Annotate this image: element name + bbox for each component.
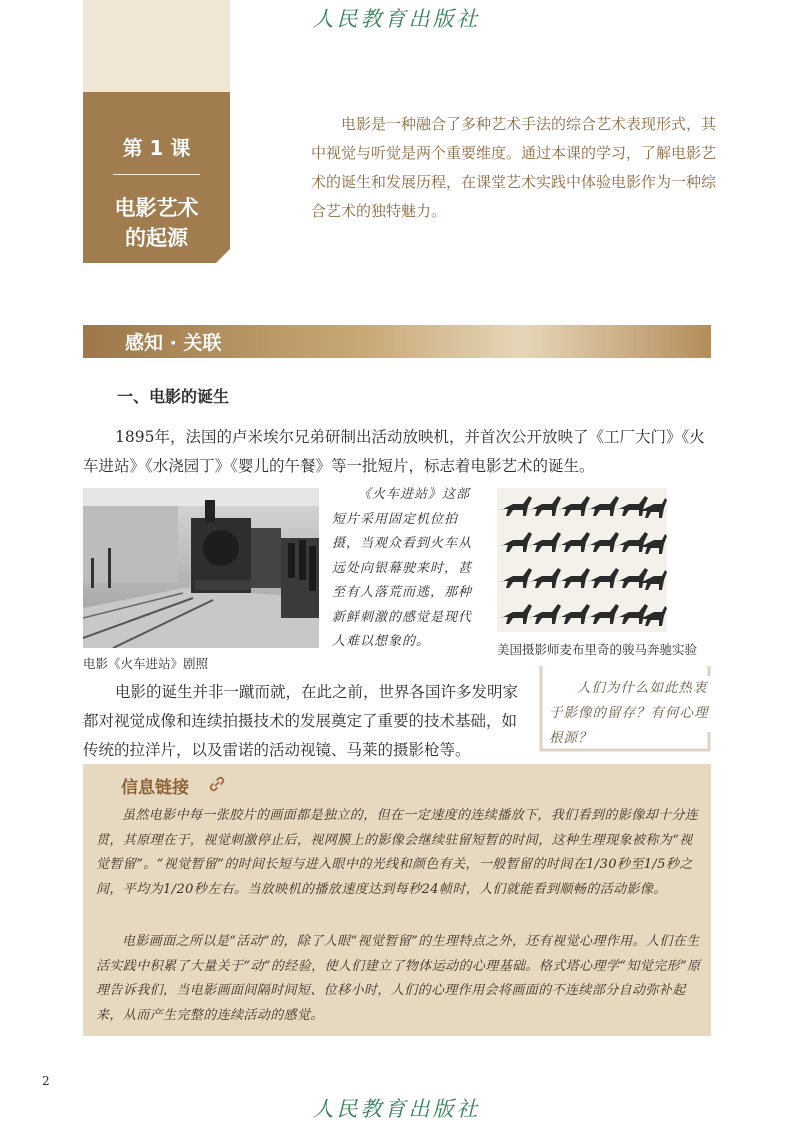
section-heading: 一、电影的诞生 xyxy=(117,387,230,406)
question-text: 人们为什么如此热衷于影像的留存？有何心理根源？ xyxy=(549,680,709,746)
train-photo-caption: 电影《火车进站》剧照 xyxy=(83,656,209,671)
link-icon xyxy=(207,774,227,794)
section-bar xyxy=(83,325,711,358)
section-bar-title: 感知 · 关联 xyxy=(125,332,222,354)
info-paragraph-2: 电影画面之所以是“活动”的，除了人眼“视觉暂留”的生理特点之外，还有视觉心理作用。人们在生活实践中积累了大量关于“动”的经验，使人们建立了物体运动的心理基础。格式塔心理学“知觉完形”原理告诉我们，当电影画面间隔时间短、位移小时，人们的心理作用会将画面的不连续部分自动弥补起来，从而产生完整的连续活动的感觉。 xyxy=(96,934,701,1023)
page-number: 2 xyxy=(42,1074,50,1088)
train-arrival-photo xyxy=(83,488,319,648)
paragraph-inventions: 电影的诞生并非一蹴而就，在此之前，世界各国许多发明家都对视觉成像和连续拍摄技术的发展奠定了重要的技术基础，如传统的拉洋片，以及雷诺的活动视镜、马莱的摄影枪等。 xyxy=(83,683,519,759)
horse-gallop-photo xyxy=(497,488,667,632)
publisher-logo-top: 人民教育出版社 xyxy=(312,7,481,31)
publisher-logo-bottom: 人民教育出版社 xyxy=(312,1097,481,1121)
lesson-title-line2: 的起源 xyxy=(125,226,188,250)
lesson-intro: 电影是一种融合了多种艺术手法的综合艺术表现形式，其中视觉与听觉是两个重要维度。通过本课的学习，了解电影艺术的诞生和发展历程，在课堂艺术实践中体验电影作为一种综合艺术的独特魅力。 xyxy=(311,115,717,220)
lesson-number: 第 1 课 xyxy=(122,136,191,160)
question-box xyxy=(539,666,711,752)
lesson-divider xyxy=(113,174,200,175)
info-paragraph-1: 虽然电影中每一张胶片的画面都是独立的，但在一定速度的连续播放下，我们看到的影像却十分连贯，其原理在于，视觉刺激停止后，视网膜上的影像会继续驻留短暂的时间，这种生理现象被称为“视觉暂留”。“视觉暂留”的时间长短与进入眼中的光线和颜色有关，一般暂留的时间在1/30秒至1/5秒之间，平均为1/20秒左右。当放映机的播放速度达到每秒24帧时，人们就能看到顺畅的活动影像。 xyxy=(96,808,699,897)
paragraph-birth: 1895年，法国的卢米埃尔兄弟研制出活动放映机，并首次公开放映了《工厂大门》《火车进站》《水浇园丁》《婴儿的午餐》等一批短片，标志着电影艺术的诞生。 xyxy=(83,428,705,475)
horse-photo-caption: 美国摄影师麦布里奇的骏马奔驰实验 xyxy=(497,642,698,657)
lesson-title-box xyxy=(83,92,230,263)
lesson-box-corner xyxy=(216,249,230,263)
lesson-tab-background xyxy=(83,0,230,92)
train-photo-note: 《火车进站》这部短片采用固定机位拍摄，当观众看到火车从远处向银幕驶来时，甚至有人落荒而逃，那种新鲜刺激的感觉是现代人难以想象的。 xyxy=(332,487,473,649)
lesson-title-line1: 电影艺术 xyxy=(114,196,199,220)
info-link-title: 信息链接 xyxy=(121,778,189,798)
info-link-box xyxy=(83,764,711,1036)
